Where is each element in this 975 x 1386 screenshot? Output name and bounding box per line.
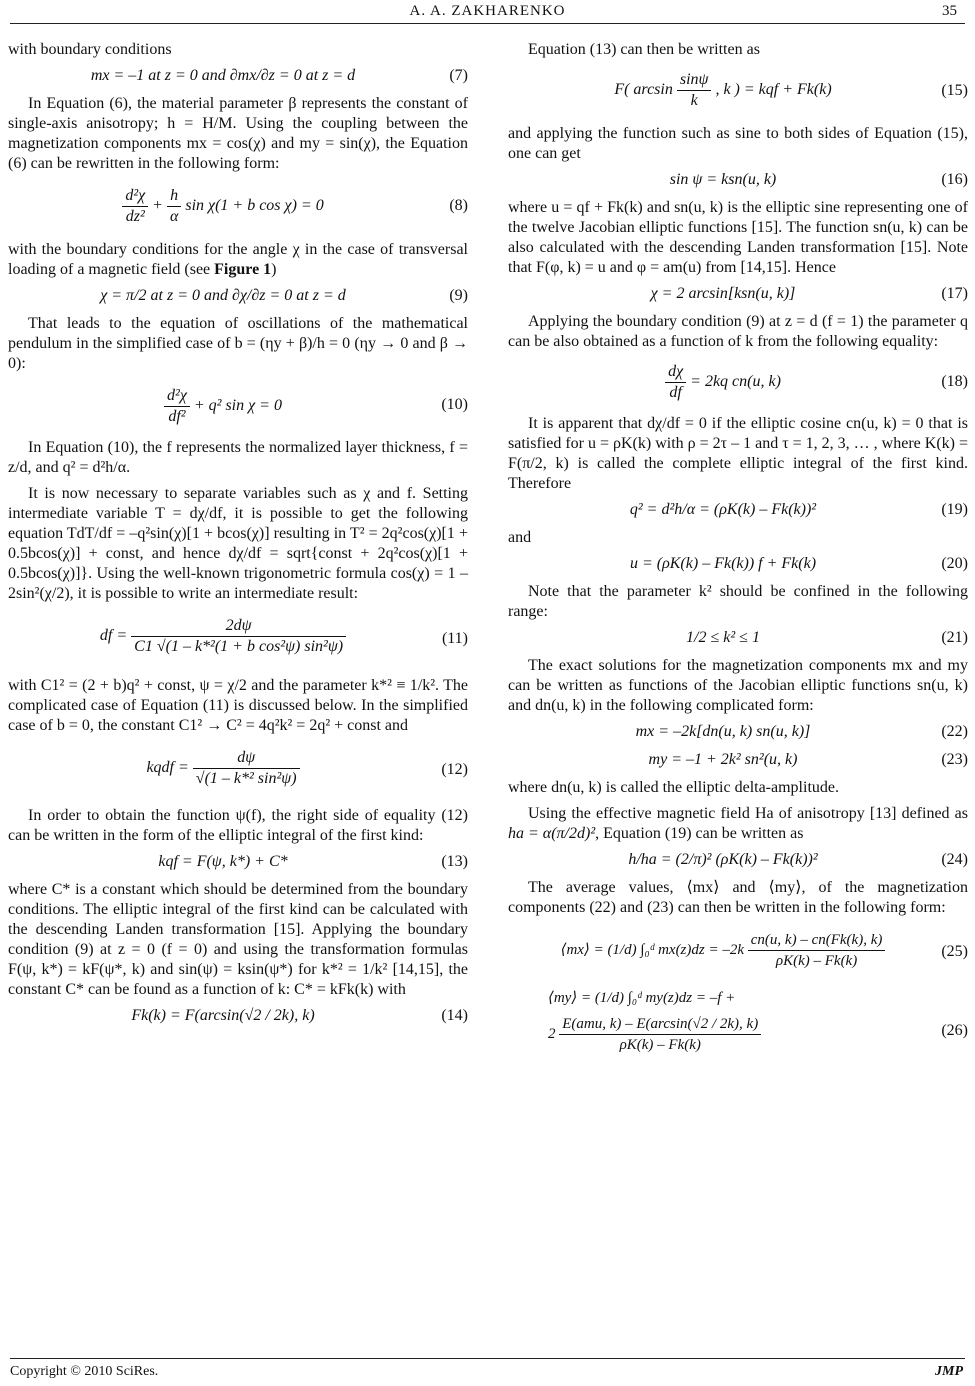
equation-25: ⟨mx⟩ = (1/d) ∫₀ᵈ mx(z)dz = –2k $\frac{cn(u, k) - cn(Fk(k), k)}{\rho K(k) - Fk(k)}$ (25) [560, 932, 968, 969]
paragraph: It is now necessary to separate variables such as χ and f. Setting intermediate variable T = dχ/df, it is possible to get the following equation TdT/df = –q²sin(χ)[1 + bcos(χ)] resulting in T² = 2q²cos(χ)[1 + 0.5bcos(χ)] + const, and hence dχ/df = sqrt{const + 2q²cos(χ)[1 + 0.5bcos(χ)]}. Using the well-known trigonometric formula cos(χ) = 1 – 2sin²(χ/2), it is possible to write an intermediate result: [8, 485, 468, 602]
header-rule [10, 23, 965, 24]
equation-number: (14) [441, 1007, 468, 1024]
equation-24 [508, 850, 968, 870]
fraction: $\frac{cn(u, k) - cn(Fk(k), k)}{\rho K(k) - Fk(k)}$ [748, 930, 886, 971]
right-column [508, 40, 968, 1082]
paragraph: In order to obtain the function ψ(f), the right side of equality (12) can be written in the form of the elliptic integral of the first kind: [8, 807, 468, 844]
fraction: $\frac{\text{d²χ}}{\text{dz²}}$ [122, 186, 148, 227]
equation-number: (16) [941, 171, 968, 188]
equation-11: df = $\frac{2d\psi}{\text{C1 √(1 – k*²(1 + b cos²ψ) sin²ψ)}}$ (11) [99, 617, 468, 655]
page-footer [0, 1364, 975, 1384]
equation-number: (18) [941, 373, 968, 390]
fraction: $\frac{h}{\alpha}$ [167, 186, 181, 227]
equation-body: kqf = F(ψ, k*) + C* [158, 853, 288, 870]
paragraph: In Equation (10), the f represents the normalized layer thickness, f = z/d, and q² = d²h/α. [8, 439, 468, 476]
equation-body: mx = –2k[dn(u, k) sn(u, k)] [635, 723, 811, 740]
page-number: 35 [942, 3, 957, 19]
paragraph: That leads to the equation of oscillations of the mathematical pendulum in the simplified case of b = (ηy + β)/h = 0 (ηy → 0 and β → 0): [8, 315, 468, 372]
paragraph: Applying the boundary condition (9) at z = d (f = 1) the parameter q can be also obtained as a function of k from the following equality: [508, 313, 968, 350]
paragraph: Equation (13) can then be written as [528, 41, 760, 58]
copyright: Copyright © 2010 SciRes. [10, 1364, 159, 1379]
equation-number: (24) [941, 851, 968, 868]
equation-body: χ = π/2 at z = 0 and ∂χ/∂z = 0 at z = d [100, 287, 346, 304]
paragraph: It is apparent that dχ/df = 0 if the elliptic cosine cn(u, k) = 0 that is satisfied for u = ρK(k) with ρ = 2τ – 1 and τ = 1, 2, 3, … , where K(k) = F(π/2, k) is called the complete elliptic integral of the first kind. Therefore [508, 415, 968, 492]
footer-rule [10, 1358, 965, 1359]
equation-8: $\frac{\text{d²χ}}{\text{dz²}}$ + $\frac{h}{\alpha}$ sin χ(1 + b cos χ) = 0 (8) [8, 180, 468, 232]
equation-body: q² = d²h/α = (ρK(k) – Fk(k))² [629, 501, 817, 518]
fraction: $\frac{2d\psi}{\text{C1 √(1 – k*²(1 + b cos²ψ) sin²ψ)}}$ [131, 616, 346, 657]
equation-16 [508, 170, 968, 190]
equation-body: Fk(k) = F(arcsin(√2 / 2k), k) [131, 1007, 315, 1024]
fraction: $\frac{d\chi}{df}$ [665, 362, 686, 403]
equation-body: my = –1 + 2k² sn²(u, k) [648, 751, 798, 768]
equation-number: (19) [941, 501, 968, 518]
equation-12: kqdf = $\frac{d\psi}{\text{√(1 – k*² sin²ψ)}}$ (12) [146, 749, 468, 787]
equation-number: (22) [941, 723, 968, 740]
equation-body: u = (ρK(k) – Fk(k)) f + Fk(k) [629, 555, 817, 572]
equation-17 [508, 284, 968, 304]
equation-body: mx = –1 at z = 0 and ∂mx/∂z = 0 at z = d [90, 67, 356, 84]
running-title: A. A. ZAKHARENKO [409, 3, 566, 19]
equation-14 [8, 1006, 468, 1026]
fraction: $\frac{d\psi}{\text{√(1 – k*² sin²ψ)}}$ [193, 748, 300, 789]
equation-number: (23) [941, 751, 968, 768]
equation-number: (12) [441, 761, 468, 778]
equation-13 [8, 852, 468, 872]
paragraph: and [508, 529, 532, 546]
equation-19 [508, 500, 968, 520]
equation-18: $\frac{d\chi}{df}$ = 2kq cn(u, k) (18) [508, 358, 968, 406]
equation-22 [508, 722, 968, 742]
equation-body: sin ψ = ksn(u, k) [669, 171, 777, 188]
equation-9 [8, 286, 468, 306]
equation-body: 1/2 ≤ k² ≤ 1 [686, 629, 760, 646]
equation-body: h/ha = (2/π)² (ρK(k) – Fk(k))² [628, 851, 818, 868]
equation-number: (15) [941, 82, 968, 99]
fraction: $\frac{\text{d²χ}}{\text{df²}}$ [164, 386, 190, 427]
paragraph: with C1² = (2 + b)q² + const, ψ = χ/2 and the parameter k*² ≡ 1/k². The complicated case of Equation (11) is discussed below. In the simplified case of b = 0, the constant C1² → C² = 4q²k² = 2q² + const and [8, 677, 468, 734]
equation-number: (11) [441, 630, 468, 647]
equation-number: (13) [441, 853, 468, 870]
equation-number: (7) [449, 67, 468, 84]
paragraph: The exact solutions for the magnetization components mx and my can be written as functions of the Jacobian elliptic functions sn(u, k) and dn(u, k) in the following complicated form: [508, 657, 968, 714]
inline-equation: ha = α(π/2d)² [508, 825, 596, 842]
paragraph: Using the effective magnetic field Ha of anisotropy [13] defined as ha = α(π/2d)², Equation (19) can be written as [508, 805, 968, 842]
paragraph: Note that the parameter k² should be confined in the following range: [508, 583, 968, 620]
equation-15: F( arcsin $\frac{\sin\psi}{k}$ , k ) = kqf + Fk(k) (15) [614, 71, 968, 109]
equation-number: (8) [449, 197, 468, 214]
equation-number: (20) [941, 555, 968, 572]
fraction: $\frac{\text{E(amu, k) – E(arcsin(√2 / 2k), k)}}{\rho K(k) - Fk(k)}$ [559, 1014, 761, 1055]
equation-7 [8, 66, 468, 86]
fraction: $\frac{\sin\psi}{k}$ [677, 70, 712, 111]
equation-number: (25) [941, 943, 968, 960]
paragraph: and applying the function such as sine to both sides of Equation (15), one can get [508, 125, 968, 162]
equation-number: (9) [449, 287, 468, 304]
equation-line: ⟨my⟩ = (1/d) ∫₀ᵈ my(z)dz = –f + [548, 990, 736, 1006]
equation-23 [508, 750, 968, 770]
paragraph: The average values, ⟨mx⟩ and ⟨my⟩, of the magnetization components (22) and (23) can then be written in the following form: [508, 879, 968, 916]
equation-body: χ = 2 arcsin[ksn(u, k)] [650, 285, 796, 302]
paragraph: with the boundary conditions for the angle χ in the case of transversal loading of a magnetic field (see Figure 1) [8, 241, 468, 278]
figure-reference[interactable]: Figure 1 [214, 261, 272, 278]
equation-number: (10) [441, 396, 468, 413]
paragraph: where C* is a constant which should be determined from the boundary conditions. The elliptic integral of the first kind can be calculated with the descending Landen transformation [15]. Applying the boundary condition (9) at z = 0 (f = 0) and using the transformation formulas F(ψ, k*) = kF(ψ*, k) and sin(ψ) = ksin(ψ*) for k*² = 1/k² [14,15], the constant C* can be found as a function of k: C* = kFk(k) with [8, 881, 468, 998]
equation-number: (17) [941, 285, 968, 302]
equation-21 [508, 628, 968, 648]
paragraph: where u = qf + Fk(k) and sn(u, k) is the elliptic sine representing one of the twelve Jacobian elliptic functions [15]. The function sn(u, k) can be also calculated with the descending Landen transformation [15]. Note that F(φ, k) = u and φ = am(u) from [14,15]. Hence [508, 199, 968, 276]
equation-20 [508, 554, 968, 574]
page-header [0, 0, 975, 26]
paragraph: with boundary conditions [8, 41, 172, 58]
paragraph: where dn(u, k) is called the elliptic delta-amplitude. [508, 779, 839, 796]
left-column [8, 40, 468, 1034]
journal-name: JMP [935, 1364, 963, 1379]
equation-number: (21) [941, 629, 968, 646]
paragraph: In Equation (6), the material parameter β represents the constant of single-axis anisotropy; h = H/M. Using the coupling between the magnetization components mx = cos(χ) and my = sin(χ), the Equation (6) can be rewritten in the following form: [8, 95, 468, 172]
equation-26: ⟨my⟩ = (1/d) ∫₀ᵈ my(z)dz = –f + 2 $\frac{\text{E(amu, k) – E(arcsin(√2 / 2k), k)}}{\rho K(k) - Fk(k)}$ (26) [548, 990, 968, 1053]
equation-number: (26) [941, 1022, 968, 1039]
equation-10: $\frac{\text{d²χ}}{\text{df²}}$ + q² sin χ = 0 (10) [8, 380, 468, 430]
